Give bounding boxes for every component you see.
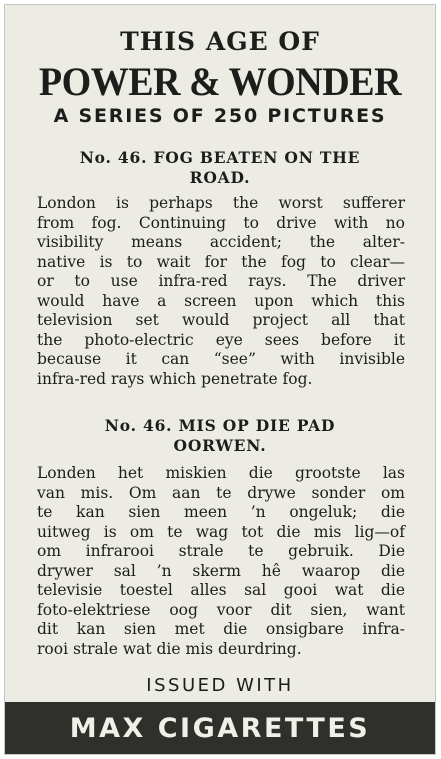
afrikaans-title-line1: No. 46. MIS OP DIE PAD: [104, 416, 336, 435]
afrikaans-line: drywer sal ’n skerm hê waarop die: [37, 561, 405, 580]
afrikaans-line: te kan sien meen ’n ongeluk; die: [37, 503, 405, 521]
afrikaans-title-line2: OORWEN.: [173, 436, 267, 455]
english-title-line2: ROAD.: [189, 168, 251, 187]
english-title: [25, 148, 415, 188]
series-heading-line1: THIS AGE OF: [120, 27, 320, 56]
english-line: would have a screen upon which this: [37, 291, 405, 310]
english-line: television set would project all that: [37, 311, 405, 329]
afrikaans-line: rooi strale wat die mis deurdring.: [37, 639, 302, 658]
english-line: infra-red rays which penetrate fog.: [37, 369, 313, 388]
afrikaans-line: televisie toestel alles sal gooi wat die: [37, 581, 405, 599]
afrikaans-line: van mis. Om aan te drywe sonder om: [37, 483, 405, 502]
english-line: because it can “see” with invisible: [37, 350, 405, 368]
english-description: [37, 194, 405, 389]
afrikaans-line: om infrarooi strale te gebruik. Die: [37, 542, 405, 560]
brand-name: MAX CIGARETTES: [69, 713, 371, 744]
issued-with-label: ISSUED WITH: [146, 675, 294, 696]
afrikaans-line: Londen het miskien die grootste las: [37, 464, 405, 482]
english-line: London is perhaps the worst sufferer: [37, 194, 405, 212]
english-line: or to use infra-red rays. The driver: [37, 272, 405, 290]
brand-banner: [5, 702, 435, 755]
afrikaans-line: foto-elektriese oog voor dit sien, want: [37, 600, 405, 619]
afrikaans-line: uitweg is om te wag tot die mis lig—of: [37, 522, 405, 541]
english-title-line1: No. 46. FOG BEATEN ON THE: [79, 148, 361, 167]
english-line: native is to wait for the fog to clear—: [37, 252, 405, 271]
afrikaans-line: dit kan sien met die onsigbare infra-: [37, 620, 405, 638]
english-line: visibility means accident; the alter-: [37, 233, 405, 251]
cigarette-card: [4, 4, 436, 755]
english-line: from fog. Continuing to drive with no: [37, 213, 405, 232]
afrikaans-description: [37, 464, 405, 659]
english-line: the photo-electric eye sees before it: [37, 330, 405, 349]
series-heading-title: POWER & WONDER: [38, 59, 402, 104]
afrikaans-title: [25, 416, 415, 456]
series-subheading: A SERIES OF 250 PICTURES: [53, 105, 387, 127]
